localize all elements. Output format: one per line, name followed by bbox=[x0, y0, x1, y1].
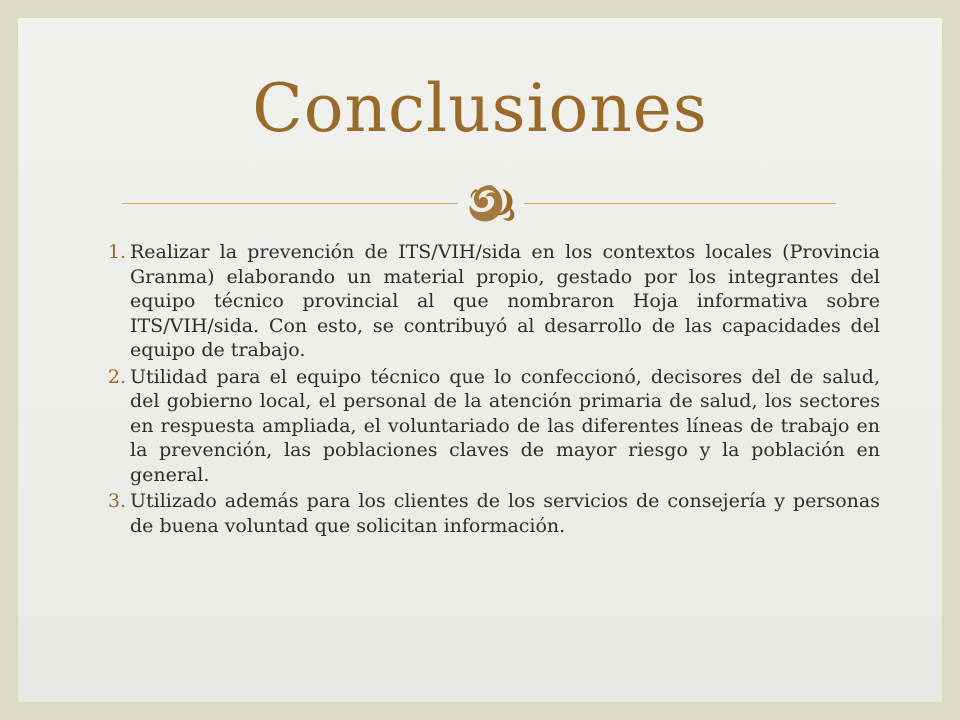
list-item-text: Utilizado además para los clientes de los servicios de consejería y personas de buena voluntad que solicitan información. bbox=[130, 490, 880, 537]
list-item-number: 2. bbox=[107, 365, 126, 388]
list-item bbox=[70, 240, 880, 363]
list-item-text: Realizar la prevención de ITS/VIH/sida en los contextos locales (Provincia Granma) elaborando un material propio, gestado por los integrantes del equipo técnico provincial al que nombraron Hoja informativa sobre ITS/VIH/sida. Con esto, se contribuyó al desarrollo de las capacidades del equipo de trabajo. bbox=[130, 241, 880, 361]
list-item bbox=[70, 489, 880, 538]
title-divider-right bbox=[524, 203, 836, 204]
list-item-number: 3. bbox=[107, 490, 126, 512]
slide bbox=[18, 18, 942, 702]
list-item-text: Utilidad para el equipo técnico que lo confeccionó, decisores del de salud, del gobierno local, el personal de la atención primaria de salud, los sectores en respuesta ampliada, el voluntariado de las diferentes líneas de trabajo en la prevención, las poblaciones claves de mayor riesgo y la población en general. bbox=[130, 365, 880, 486]
title-divider-left bbox=[122, 203, 458, 204]
list-item bbox=[70, 365, 880, 488]
list-item-number: 1. bbox=[107, 241, 126, 263]
conclusions-list bbox=[70, 240, 880, 540]
flourish-ornament-icon bbox=[462, 181, 520, 225]
slide-title: Conclusiones bbox=[252, 70, 708, 147]
